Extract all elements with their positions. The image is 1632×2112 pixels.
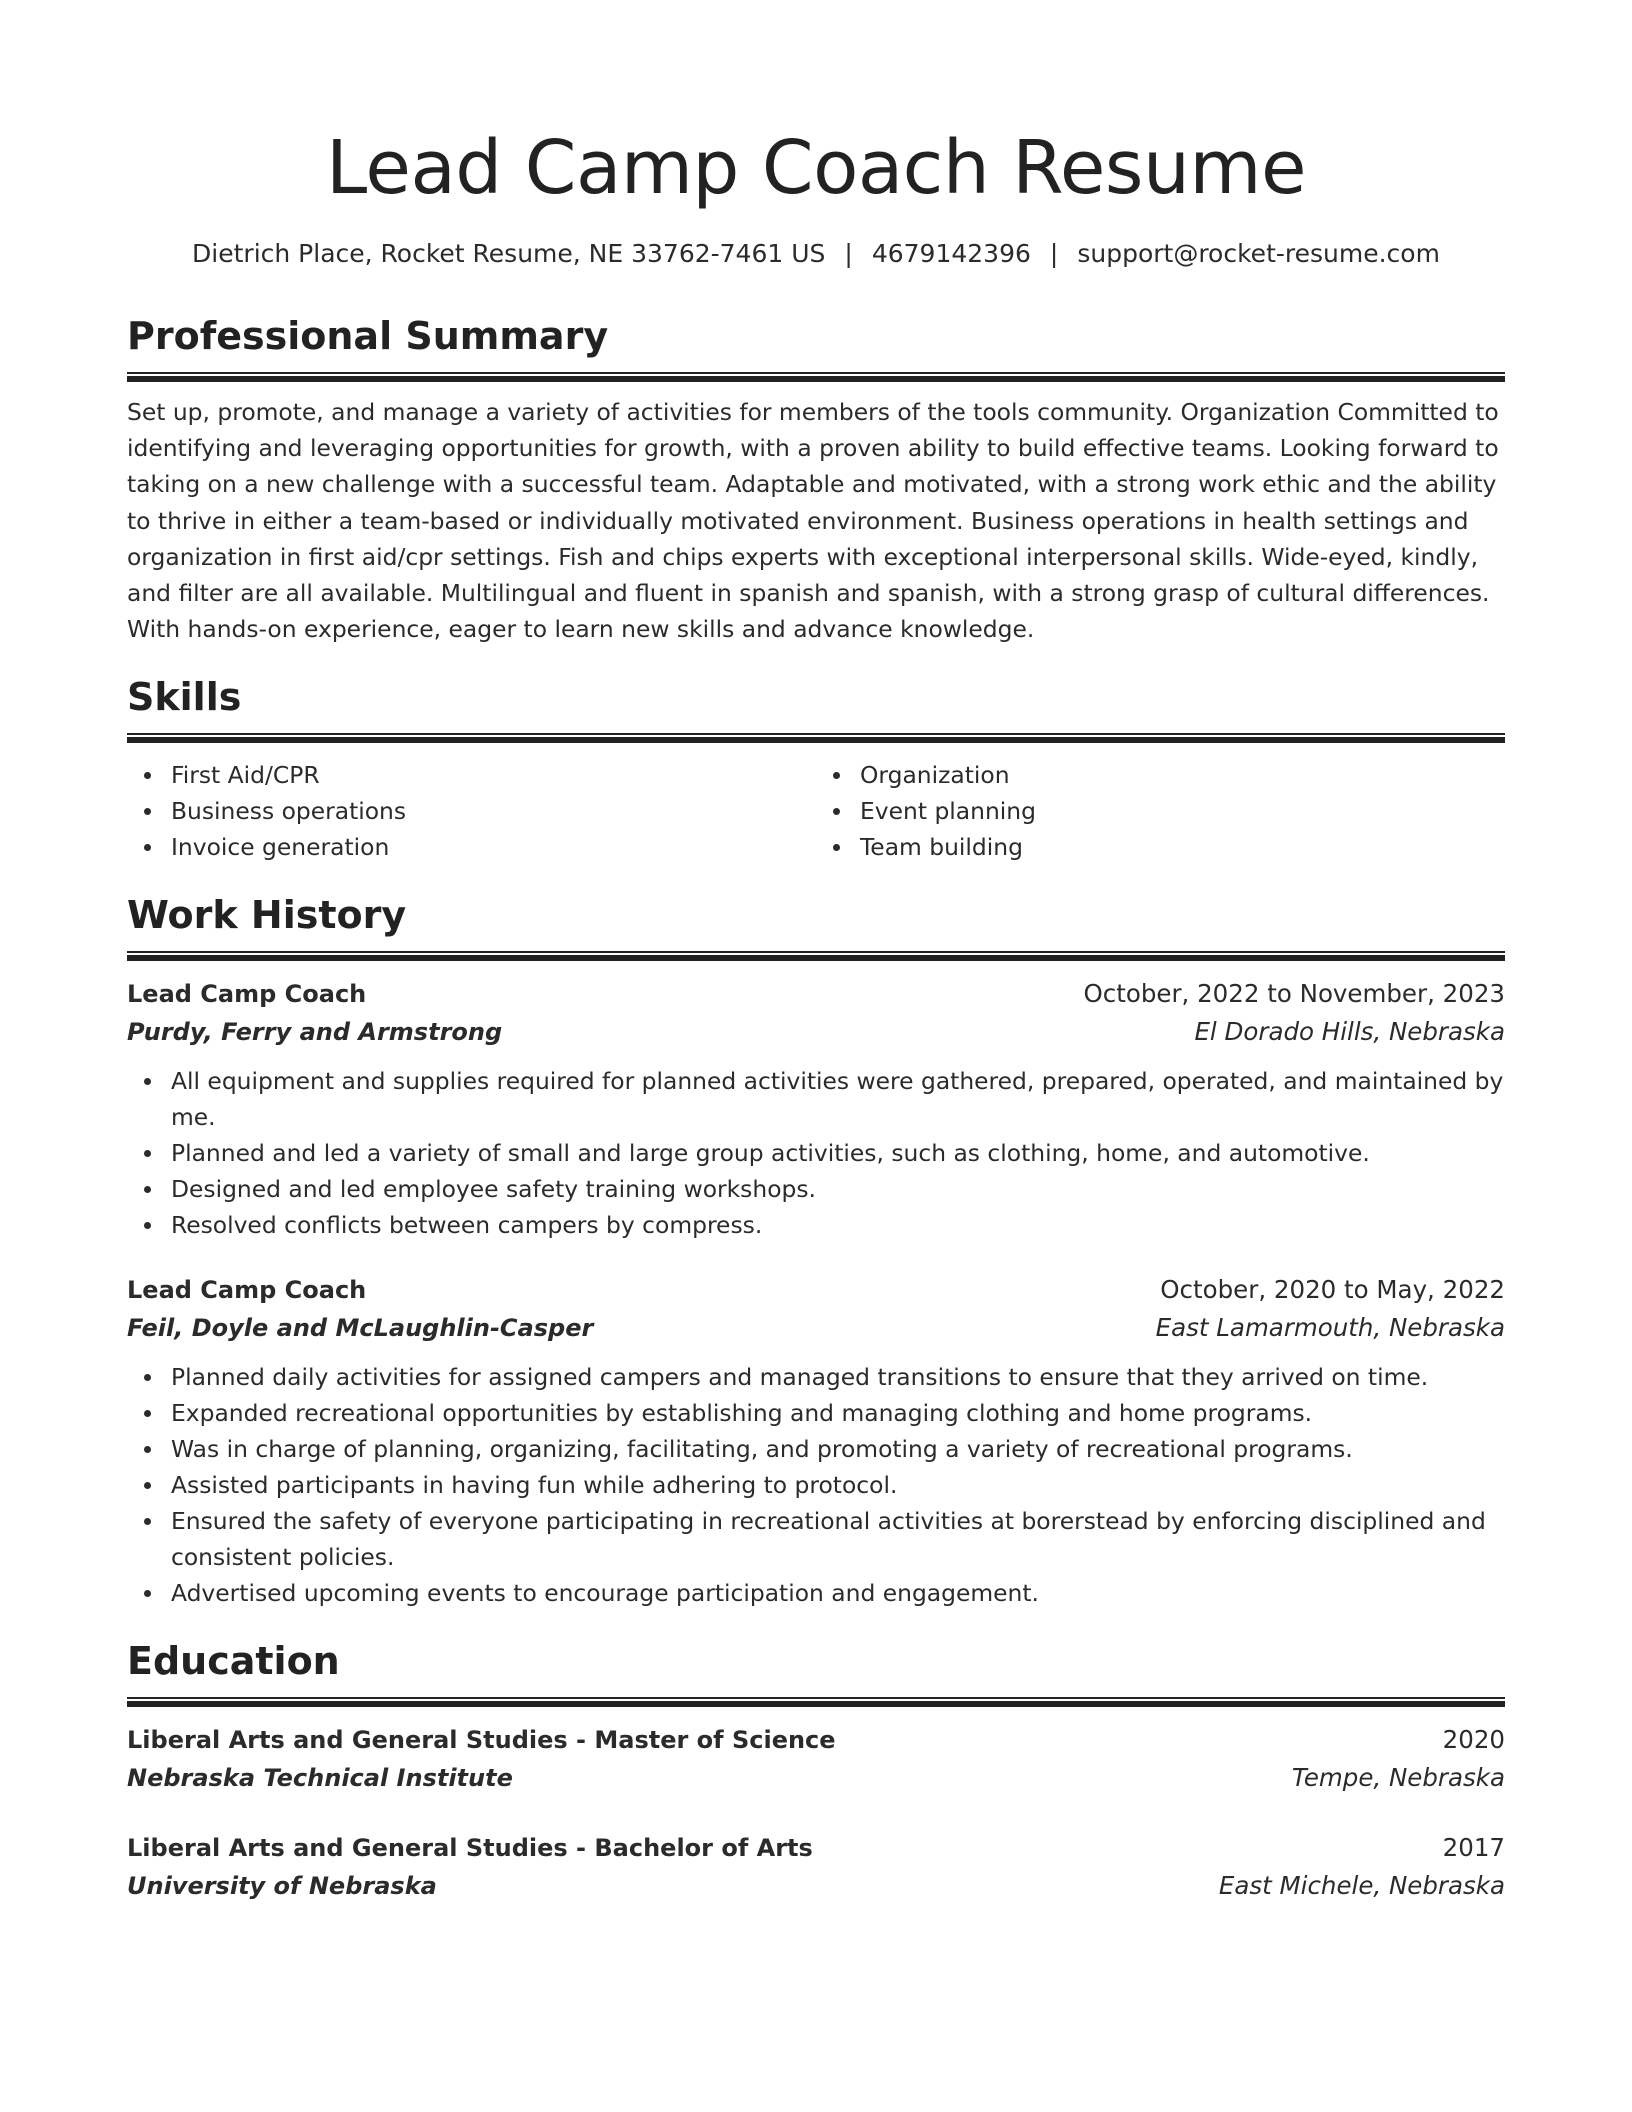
job-bullets: [127, 1063, 1505, 1243]
education-section: [127, 1637, 1505, 1905]
job-location: East Lamarmouth, Nebraska: [1155, 1313, 1505, 1343]
job-bullet: Assisted participants in having fun while adhering to protocol.: [127, 1467, 1505, 1503]
job-company: Purdy, Ferry and Armstrong: [127, 1018, 503, 1047]
education-school: University of Nebraska: [127, 1872, 437, 1901]
job-bullet: Resolved conflicts between campers by compress.: [127, 1207, 1505, 1243]
education-location: Tempe, Nebraska: [1291, 1763, 1505, 1793]
job-bullet: Ensured the safety of everyone participating in recreational activities at borerstead by enforcing disciplined and consistent policies.: [127, 1503, 1505, 1575]
job-bullet: All equipment and supplies required for planned activities were gathered, prepared, operated, and maintained by me.: [127, 1063, 1505, 1135]
job-bullets: [127, 1359, 1505, 1611]
job-bullet: Advertised upcoming events to encourage participation and engagement.: [127, 1575, 1505, 1611]
education-year: 2017: [1442, 1833, 1505, 1863]
education-degree: Liberal Arts and General Studies - Bachelor of Arts: [127, 1834, 813, 1863]
education-school-row: [127, 1759, 1505, 1797]
job-entry: [127, 975, 1505, 1243]
job-company: Feil, Doyle and McLaughlin-Casper: [127, 1314, 594, 1343]
education-degree-row: [127, 1721, 1505, 1759]
skills-grid: [127, 757, 1505, 865]
job-header-row: [127, 975, 1505, 1013]
education-location: East Michele, Nebraska: [1218, 1871, 1505, 1901]
skill-item: First Aid/CPR: [127, 757, 816, 793]
contact-separator: |: [1049, 239, 1059, 268]
summary-section: [127, 312, 1505, 647]
section-divider: [127, 733, 1505, 743]
education-school-row: [127, 1867, 1505, 1905]
skill-item: Event planning: [816, 793, 1505, 829]
job-company-row: [127, 1013, 1505, 1051]
skill-item: Business operations: [127, 793, 816, 829]
work-history-heading: Work History: [127, 893, 407, 938]
education-entry: [127, 1829, 1505, 1905]
section-divider: [127, 951, 1505, 961]
contact-email: support@rocket-resume.com: [1077, 239, 1440, 268]
skills-section: [127, 673, 1505, 865]
education-degree-row: [127, 1829, 1505, 1867]
job-title: Lead Camp Coach: [127, 980, 367, 1009]
job-bullet: Designed and led employee safety training workshops.: [127, 1171, 1505, 1207]
contact-line: [127, 236, 1505, 272]
job-title: Lead Camp Coach: [127, 1276, 367, 1305]
job-dates: October, 2020 to May, 2022: [1160, 1275, 1505, 1305]
job-header-row: [127, 1271, 1505, 1309]
job-bullet: Expanded recreational opportunities by establishing and managing clothing and home programs.: [127, 1395, 1505, 1431]
job-entry: [127, 1271, 1505, 1611]
contact-separator: |: [844, 239, 853, 268]
job-bullet: Planned and led a variety of small and large group activities, such as clothing, home, and automotive.: [127, 1135, 1505, 1171]
job-location: El Dorado Hills, Nebraska: [1194, 1017, 1505, 1047]
skills-heading: Skills: [127, 675, 242, 720]
education-entry: [127, 1721, 1505, 1797]
contact-address: Dietrich Place, Rocket Resume, NE 33762-7461 US: [192, 239, 826, 268]
education-heading: Education: [127, 1639, 340, 1684]
summary-heading: Professional Summary: [127, 314, 609, 358]
job-company-row: [127, 1309, 1505, 1347]
job-bullet: Was in charge of planning, organizing, facilitating, and promoting a variety of recreational programs.: [127, 1431, 1505, 1467]
work-history-section: [127, 891, 1505, 1611]
skill-item: Invoice generation: [127, 829, 816, 865]
contact-phone: 4679142396: [871, 239, 1031, 268]
skills-column-right: [816, 757, 1505, 865]
education-year: 2020: [1442, 1725, 1505, 1755]
section-divider: [127, 1697, 1505, 1707]
skills-column-left: [127, 757, 816, 865]
skill-item: Organization: [816, 757, 1505, 793]
summary-text: Set up, promote, and manage a variety of activities for members of the tools community. Organization Committed to identifying and leveraging opportunities for growth, with a proven ability to build effective teams. Looking forward to taking on a new challenge with a successful team. Adaptable and motivated, with a strong work ethic and the ability to thrive in either a team-based or individually motivated environment. Business operations in health settings and organization in first aid/cpr settings. Fish and chips experts with exceptional interpersonal skills. Wide-eyed, kindly, and filter are all available. Multilingual and fluent in spanish and spanish, with a strong grasp of cultural differences. With hands-on experience, eager to learn new skills and advance knowledge.: [127, 398, 1499, 644]
job-dates: October, 2022 to November, 2023: [1083, 979, 1505, 1009]
education-degree: Liberal Arts and General Studies - Master of Science: [127, 1726, 836, 1755]
job-bullet: Planned daily activities for assigned campers and managed transitions to ensure that they arrived on time.: [127, 1359, 1505, 1395]
resume-title: Lead Camp Coach Resume: [326, 125, 1306, 211]
skill-item: Team building: [816, 829, 1505, 865]
section-divider: [127, 372, 1505, 382]
education-school: Nebraska Technical Institute: [127, 1764, 513, 1793]
